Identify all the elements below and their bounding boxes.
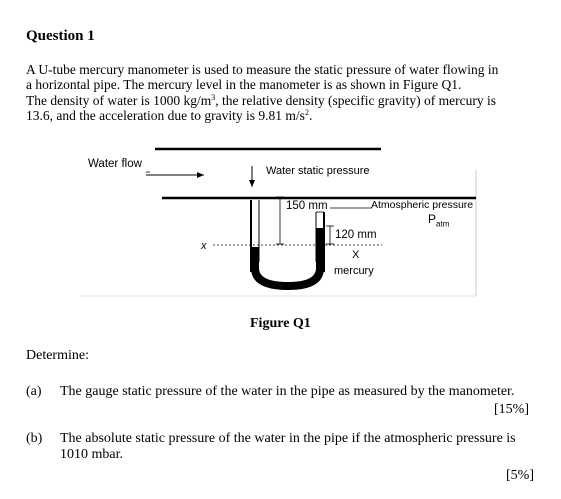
part-b-text-line-2: 1010 mbar. <box>60 447 123 462</box>
question-text-line-2: a horizontal pipe. The mercury level in the manometer is as shown in Figure Q1. <box>26 77 462 92</box>
dim-120-label: 120 mm <box>335 229 377 241</box>
part-a-label: (a) <box>26 384 42 399</box>
part-b-marks: [5%] <box>506 468 534 483</box>
x-right-label: X <box>352 249 360 261</box>
mercury-column <box>255 228 320 286</box>
atmospheric-pressure-label: Atmospheric pressure <box>371 199 474 211</box>
part-a-marks: [15%] <box>494 402 529 417</box>
question-text-line-4: 13.6, and the acceleration due to gravity is 9.81 $m/s^2$. <box>26 108 313 123</box>
mercury-label: mercury <box>334 265 374 277</box>
p-atm-label: $P_{atm}$ <box>428 212 450 229</box>
question-text-line-3: The density of water is 1000 $kg/m^3$, the relative density (specific gravity) of mercury is <box>26 93 496 108</box>
question-text-line-1: A U-tube mercury manometer is used to measure the static pressure of water flowing in <box>26 62 499 77</box>
x-left-label: x <box>201 240 207 252</box>
figure-caption: Figure Q1 <box>250 316 311 331</box>
water-flow-label: Water flow <box>88 158 142 170</box>
dim-150-label: 150 mm <box>286 200 328 212</box>
part-b-label: (b) <box>26 431 43 446</box>
determine-heading: Determine: <box>26 348 89 363</box>
question-title: Question 1 <box>26 28 95 44</box>
part-a-text: The gauge static pressure of the water in the pipe as measured by the manometer. <box>60 384 515 399</box>
part-b-text-line-1: The absolute static pressure of the water in the pipe if the atmospheric pressure is <box>60 431 516 446</box>
water-static-pressure-label: Water static pressure <box>266 165 370 177</box>
